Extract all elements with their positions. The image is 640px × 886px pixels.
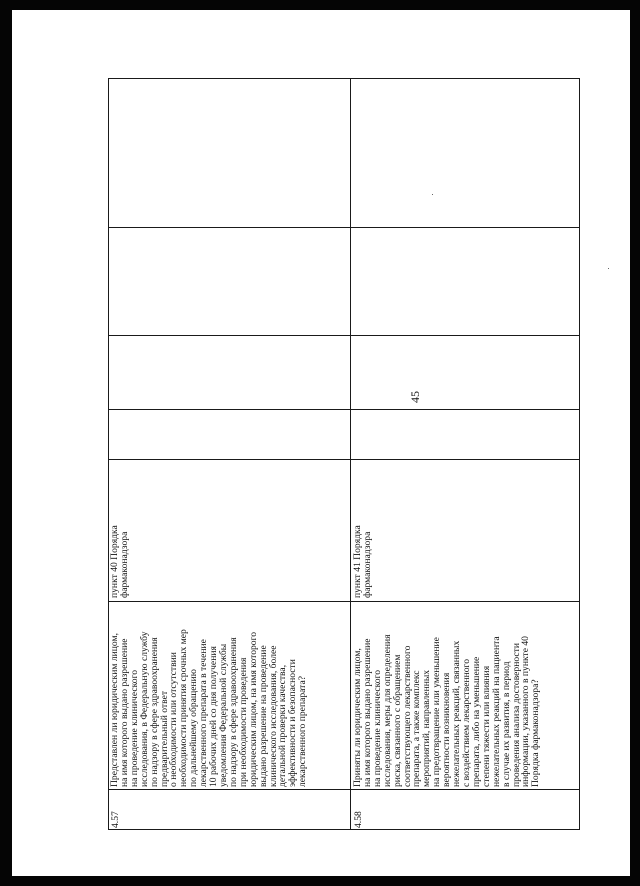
page-number: 45 xyxy=(408,391,422,403)
row-number: 4.58 xyxy=(353,811,364,828)
column-divider xyxy=(108,601,580,602)
table-line xyxy=(579,78,580,830)
question-text: Приняты ли юридическим лицом, на имя которого выдано разрешение на проведение клинического исследования, меры для определения риска, связанного с обращением соответствующего лекарственного препарата, а также комплекс мероприятий, направленных на предотвращение или уменьшение вероятности возникновения нежелательных реакций, связанных с воздействием лекарственного препарата, либо на уменьшение степени тяжести или влияния нежелательных реакций на пациента в случае их развития, в период проведения анализа достоверности информации, указанного в пункте 40 Порядка фармаконадзора? xyxy=(352,634,542,787)
table-line xyxy=(108,78,580,79)
row-divider xyxy=(350,78,351,830)
scan-speck xyxy=(608,268,609,269)
document-page xyxy=(12,10,630,876)
legal-reference: пункт 40 Порядка фармаконадзора xyxy=(109,525,130,598)
column-divider xyxy=(108,409,580,410)
question-text: Представлен ли юридическим лицом, на имя которого выдано разрешение на проведение клинического исследования, в Федеральную службу по надзору в сфере здравоохранения предварительный ответ о необходимости или отсутствии необходимости принятия срочных мер по дальнейшему обращению лекарственного препарата в течение 10 рабочих дней со дня получения уведомления Федеральной службы по надзору в сфере здравоохранения при необходимости проведения юридическим лицом, на имя которого выдано разрешение на проведение клинического исследования, более детальной проверки качества, эффективности и безопасности лекарственного препарата? xyxy=(109,629,309,787)
table-line xyxy=(108,829,580,830)
checklist-table xyxy=(108,78,580,830)
column-divider xyxy=(108,789,580,790)
legal-reference: пункт 41 Порядка фармаконадзора xyxy=(352,525,373,598)
column-divider xyxy=(108,459,580,460)
rotated-table-content xyxy=(108,78,580,830)
column-divider xyxy=(108,335,580,336)
scan-speck xyxy=(432,194,433,195)
column-divider xyxy=(108,227,580,228)
row-number: 4.57 xyxy=(110,811,121,828)
